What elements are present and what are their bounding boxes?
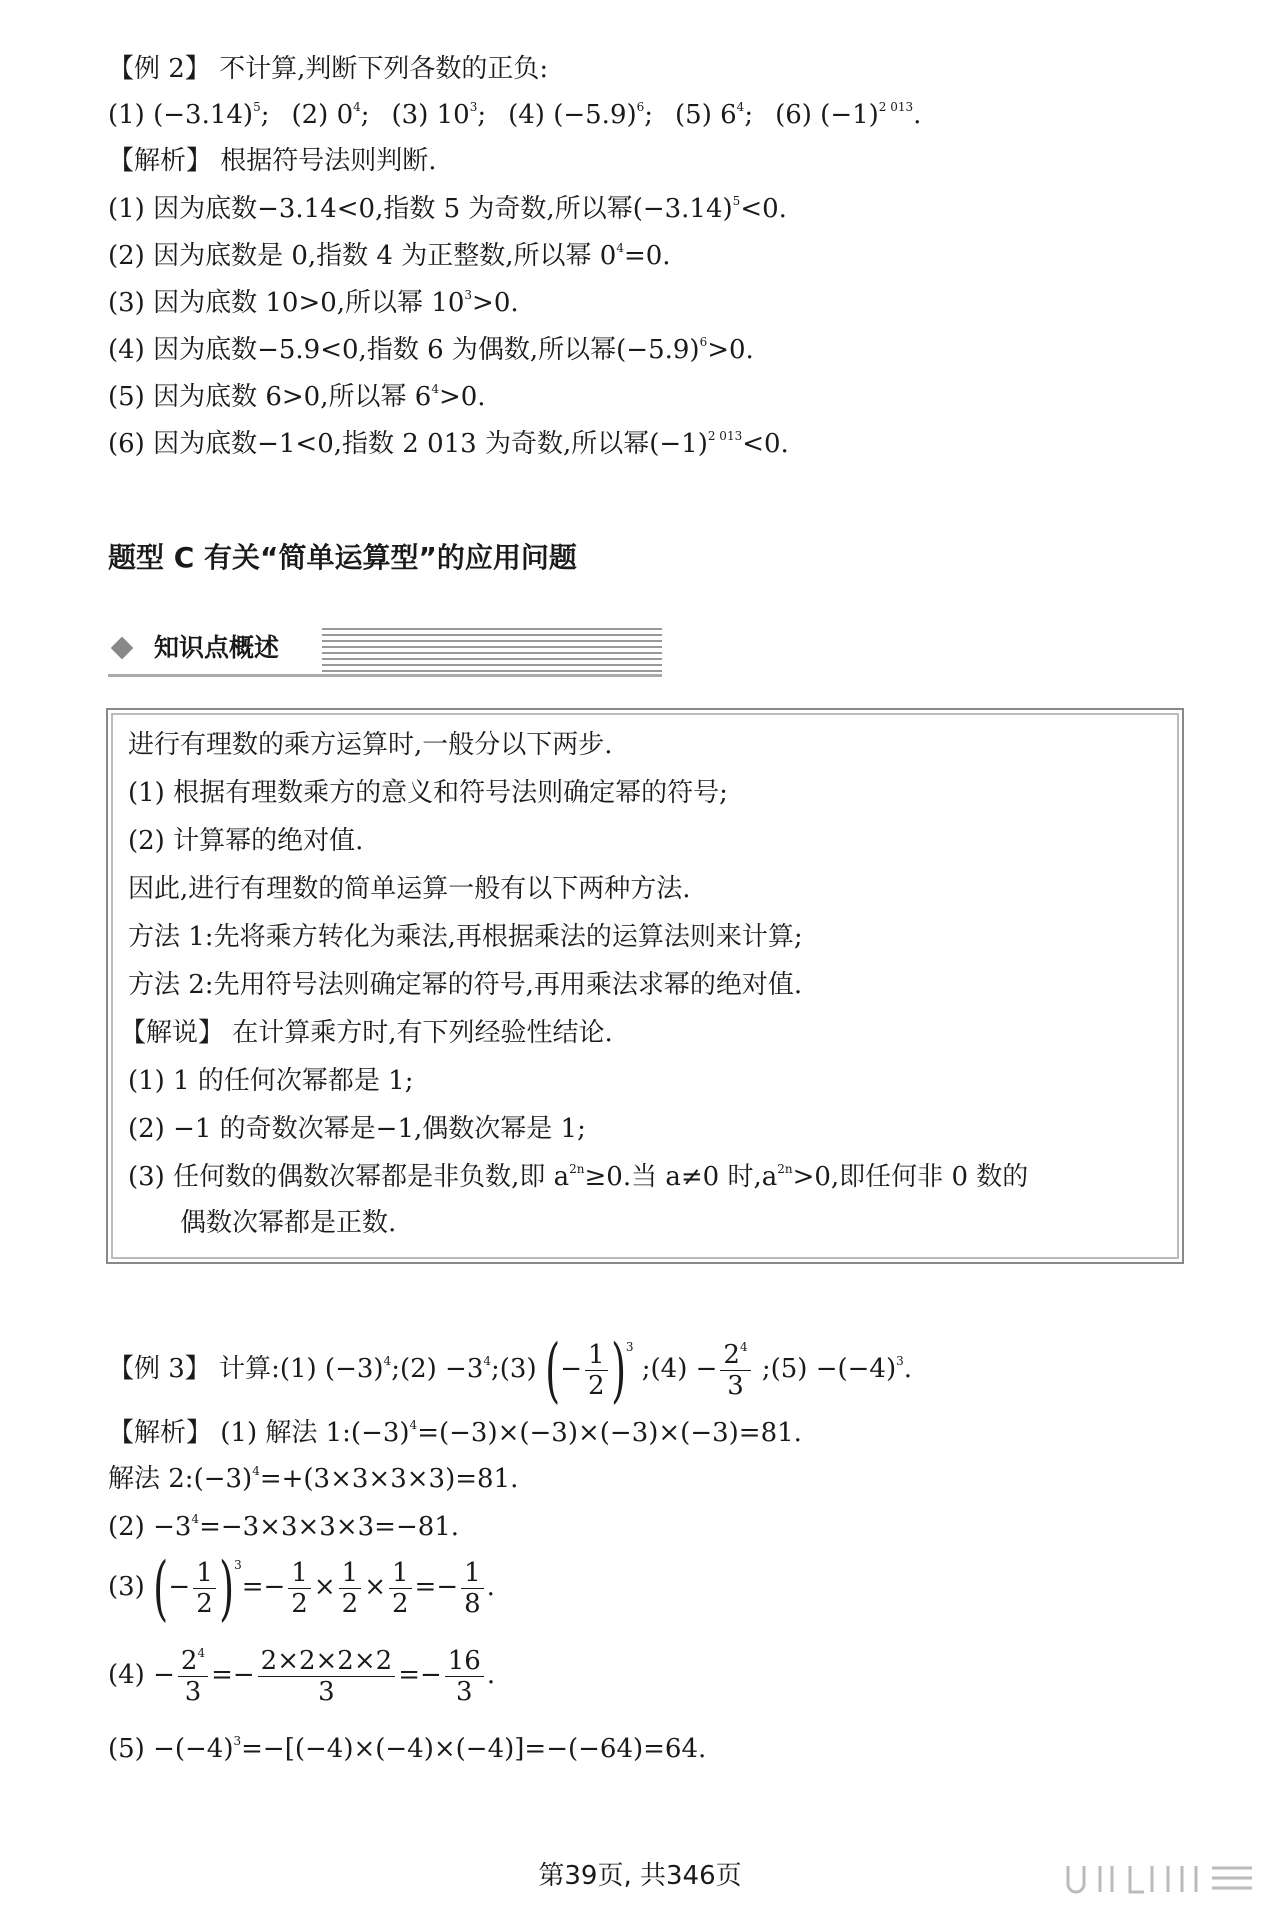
ex2-item-base: 10 [436,100,470,130]
analysis-line [108,286,519,320]
analysis-line-text: (4) 因为底数−5.9<0,指数 6 为偶数,所以幂(−5.9) [108,335,700,365]
analysis-line-exp: 4 [616,241,624,255]
s5-eq-minus: =− [211,1660,255,1690]
ex2-item-sep: ; [644,100,654,130]
box-line: 方法 1:先将乘方转化为乘法,再根据乘法的运算法则来计算; [128,922,803,952]
s4-eq-minus: =− [241,1572,286,1602]
example-2-title: 【例 2】 不计算,判断下列各数的正负: [108,54,549,84]
ex2-item-exp: 2 013 [878,100,914,114]
frac-num-base: 2 [723,1339,740,1370]
frac-num: 1 [461,1558,484,1589]
box-line: 因此,进行有理数的简单运算一般有以下两种方法. [128,874,691,904]
analysis-line-end: >0. [707,335,754,365]
frac-den: 2 [341,1588,359,1619]
q-minus: − [560,1354,582,1384]
s3-b: =−3×3×3×3=−81. [199,1512,460,1542]
q-part-a: 【例 3】 计算:(1) (−3) [108,1354,384,1384]
box-line-10-c: >0,即任何非 0 数的 [792,1162,1029,1192]
frac-den: 8 [464,1588,481,1619]
analysis-line-text: (5) 因为底数 6>0,所以幂 6 [108,382,432,412]
box-line: 进行有理数的乘方运算时,一般分以下两步. [128,730,613,760]
fraction-one-half [339,1558,362,1619]
frac-num: 1 [288,1558,311,1589]
example-2-items [108,98,921,132]
box-line-10-exp2: 2n [777,1162,793,1176]
analysis-line-end: <0. [742,429,789,459]
frac-num-exp: 4 [197,1645,206,1660]
diamond-icon [111,637,134,660]
fraction-2pow4-over-3 [720,1340,750,1401]
solution-3 [108,1547,495,1629]
page-number: 第39页, 共346页 [538,1861,742,1891]
fraction-one-half [389,1558,412,1619]
frac-num: 16 [445,1646,484,1677]
ex2-item-label: (6) [775,100,821,130]
analysis-line-text: (1) 因为底数−3.14<0,指数 5 为奇数,所以幂(−3.14) [108,194,733,224]
fraction-one-half [193,1558,216,1619]
ex2-item-exp: 5 [253,100,261,114]
s1-a: 【解析】 (1) 解法 1:(−3) [108,1418,410,1448]
frac-num-base: 2 [180,1645,198,1676]
band-underline [108,674,662,677]
band-rules [322,628,662,672]
ex2-item-base: 0 [336,100,354,130]
fraction-2pow4-over-3 [178,1646,208,1707]
s4-times: × [313,1572,336,1602]
analysis-line [108,427,789,461]
q-part-f: ;(5) −(−4) [761,1354,897,1384]
frac-num: 2×2×2×2 [258,1646,396,1677]
ex2-item [675,100,753,130]
frac-num [720,1340,750,1371]
section-title: 题型 C 有关“简单运算型”的应用问题 [108,541,577,574]
example-3-question [108,1329,913,1411]
watermark-logo-icon [1060,1858,1260,1898]
ex2-item-label: (2) [291,100,337,130]
ex2-item-exp: 6 [636,100,645,114]
frac-num: 1 [339,1558,362,1589]
paren-left: ( [545,1329,561,1411]
analysis-line [108,380,486,414]
ex2-item-base: 6 [720,100,737,130]
frac-den: 3 [727,1370,744,1401]
paren-right: ) [610,1329,626,1411]
analysis-line-end: =0. [623,241,671,271]
analysis-line-text: (3) 因为底数 10>0,所以幂 10 [108,288,465,318]
frac-num [178,1646,208,1677]
analysis-line-end: >0. [438,382,486,412]
box-line-10-a: (3) 任何数的偶数次幂都是非负数,即 a [128,1162,570,1192]
fraction-product-over-3 [258,1646,396,1707]
box-line: (2) −1 的奇数次幂是−1,偶数次幂是 1; [128,1114,586,1144]
analysis-line [108,333,754,367]
box-line: 【解说】 在计算乘方时,有下列经验性结论. [120,1018,613,1048]
frac-num: 1 [585,1340,608,1371]
example-2-analysis-title: 【解析】 根据符号法则判断. [108,146,437,176]
frac-den: 3 [456,1676,473,1707]
analysis-line-text: (2) 因为底数是 0,指数 4 为正整数,所以幂 0 [108,241,617,271]
frac-num-exp: 4 [739,1339,748,1354]
box-line: 方法 2:先用符号法则确定幂的符号,再用乘法求幂的绝对值. [128,970,803,1000]
fraction-16-over-3 [445,1646,484,1707]
fraction-one-eighth [461,1558,484,1619]
analysis-line-exp: 4 [431,382,439,396]
s3-a: (2) −3 [108,1512,192,1542]
fraction-one-half [585,1340,608,1401]
ex2-item [108,100,269,130]
s4-dot: . [486,1572,495,1602]
ex2-item [508,100,653,130]
s6-a: (5) −(−4) [108,1734,234,1764]
s4-label: (3) [108,1572,145,1602]
frac-den: 2 [196,1588,213,1619]
paren-right: ) [218,1547,234,1629]
ex2-item-exp: 4 [353,100,361,114]
analysis-line-exp: 2 013 [707,429,743,443]
box-line: (1) 1 的任何次幂都是 1; [128,1066,414,1096]
solution-1 [108,1416,802,1450]
analysis-line-exp: 3 [464,288,473,302]
frac-den: 2 [587,1370,605,1401]
s4-times: × [364,1572,386,1602]
s2-exp: 4 [252,1464,260,1478]
s6-b: =−[(−4)×(−4)×(−4)]=−(−64)=64. [241,1734,707,1764]
ex2-item [291,100,369,130]
s5-eq-minus: =− [398,1660,442,1690]
q-part-d: ;(4) − [641,1354,718,1384]
frac-num: 1 [389,1558,412,1589]
analysis-line-exp: 6 [699,335,708,349]
q-part-c: ;(3) [491,1354,537,1384]
ex2-item-exp: 4 [736,100,745,114]
s6-exp: 3 [233,1734,242,1748]
knowledge-box [106,708,1184,1264]
analysis-line-end: <0. [740,194,787,224]
ex2-item-base: (−1) [820,100,879,130]
ex2-item-sep: ; [744,100,754,130]
ex2-item-sep: ; [260,100,270,130]
ex2-item-sep: . [913,100,922,130]
q-exp2: 4 [483,1354,492,1368]
ex2-item-label: (4) [508,100,554,130]
analysis-line [108,239,671,273]
frac-den: 2 [391,1588,409,1619]
frac-num: 1 [193,1558,216,1589]
q-cube: 3 [625,1340,634,1354]
ex2-item-label: (3) [391,100,437,130]
ex2-item [775,100,921,130]
solution-2 [108,1510,459,1544]
s5-label: (4) − [108,1660,175,1690]
band-label: 知识点概述 [154,630,287,666]
analysis-line-text: (6) 因为底数−1<0,指数 2 013 为奇数,所以幂(−1) [108,429,708,459]
analysis-line-exp: 5 [732,194,741,208]
box-line-10-exp1: 2n [569,1162,585,1176]
q-part-g: . [903,1354,913,1384]
s3-exp: 4 [191,1512,200,1526]
s4-cube: 3 [234,1558,242,1572]
analysis-line [108,192,787,226]
frac-den: 3 [184,1676,202,1707]
ex2-item-label: (1) [108,100,154,130]
ex2-item-exp: 3 [469,100,478,114]
solution-5 [108,1732,706,1766]
ex2-item-base: (−5.9) [553,100,637,130]
ex2-item [392,100,487,130]
ex2-item-label: (5) [675,100,721,130]
s5-dot: . [486,1660,496,1690]
analysis-line-end: >0. [472,288,519,318]
s1-b: =(−3)×(−3)×(−3)×(−3)=81. [417,1418,802,1448]
q-exp1: 4 [383,1354,392,1368]
fraction-one-half [288,1558,311,1619]
ex2-item-base: (−3.14) [153,100,254,130]
box-line: (2) 计算幂的绝对值. [128,826,364,856]
q-part-b: ;(2) −3 [391,1354,484,1384]
ex2-item-sep: ; [360,100,370,130]
s1-exp: 4 [409,1418,418,1432]
frac-den: 2 [291,1588,308,1619]
s4-minus: − [168,1572,191,1602]
paren-left: ( [153,1547,169,1629]
box-line: (1) 根据有理数乘方的意义和符号法则确定幂的符号; [128,778,728,808]
frac-den: 3 [318,1676,335,1707]
s2-a: 解法 2:(−3) [108,1464,253,1494]
box-line-10 [128,1160,1028,1194]
q-exp3: 3 [896,1354,904,1368]
knowledge-band [108,622,662,678]
ex2-item-sep: ; [477,100,487,130]
s2-b: =+(3×3×3×3)=81. [259,1464,519,1494]
s4-eq-minus: =− [414,1572,459,1602]
box-line-11: 偶数次幂都是正数. [180,1208,397,1238]
solution-4 [108,1640,495,1710]
solution-1-method-2 [108,1462,518,1496]
box-line-10-b: ≥0.当 a≠0 时,a [584,1162,778,1192]
